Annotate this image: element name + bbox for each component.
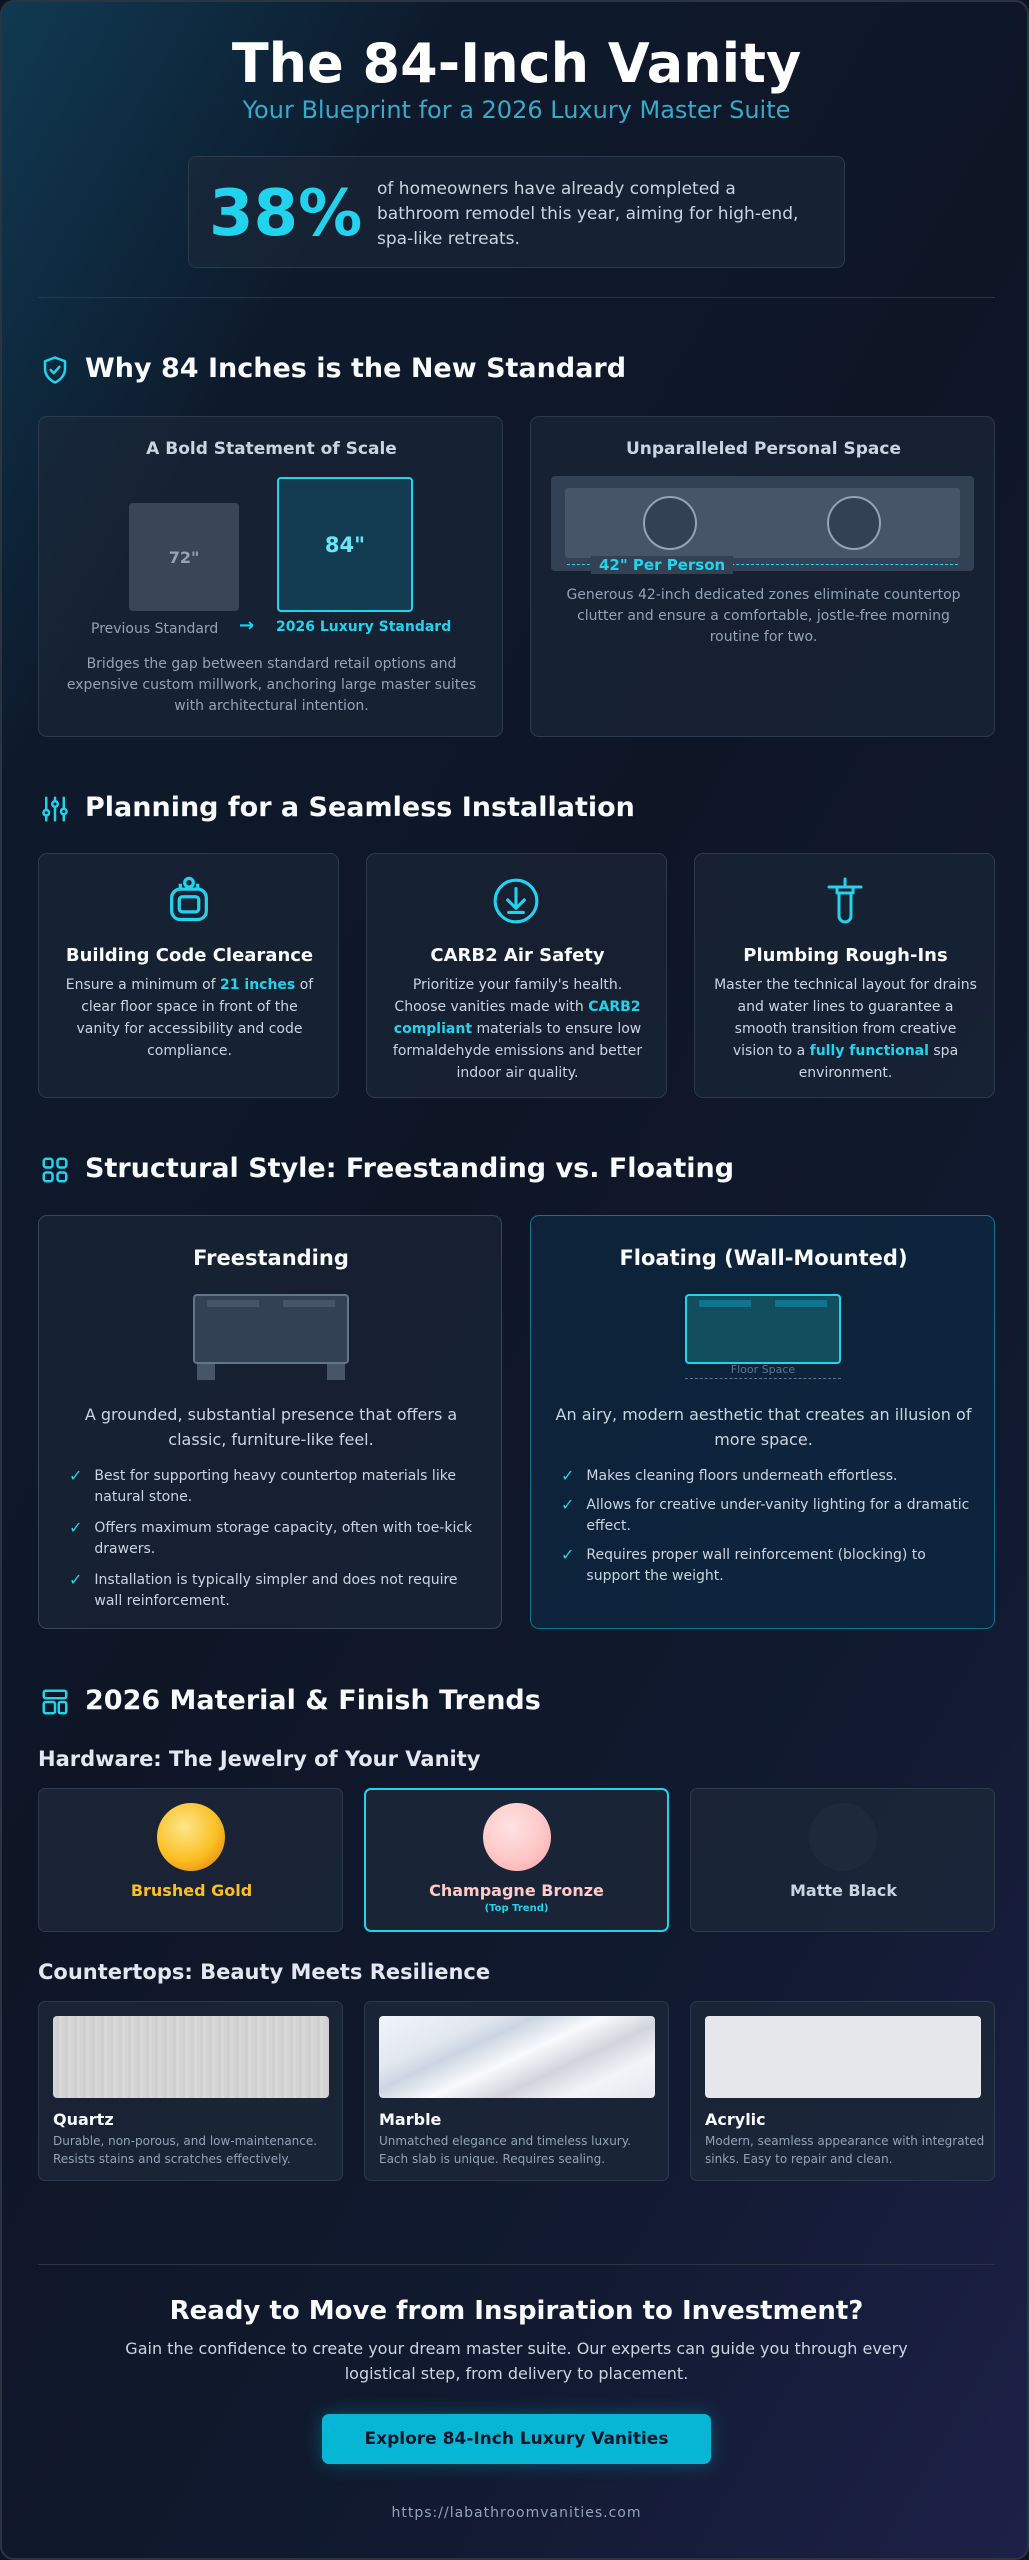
drawer xyxy=(775,1300,827,1307)
drawer xyxy=(699,1300,751,1307)
planning-card-title: Plumbing Rough-Ins xyxy=(743,945,948,966)
cta-title: Ready to Move from Inspiration to Investment? xyxy=(169,2296,864,2326)
countertop-card xyxy=(38,2001,343,2181)
quartz-swatch xyxy=(53,2016,329,2098)
check-icon: ✓ xyxy=(561,1545,575,1564)
stat-callout xyxy=(188,156,845,268)
previous-standard-label: Previous Standard xyxy=(91,621,219,637)
planning-card-text: Ensure a minimum of 21 inches of clear floor space in front of the vanity for accessibility and code compliance. xyxy=(65,977,314,1059)
countertop-description: Durable, non-porous, and low-maintenance. Resists stains and scratches effectively. xyxy=(53,2134,318,2166)
drawer xyxy=(207,1300,259,1307)
floating-card xyxy=(530,1215,995,1629)
planning-card xyxy=(694,853,995,1098)
floor-space-label: Floor Space xyxy=(730,1363,796,1376)
divider xyxy=(38,2264,995,2265)
section-title-materials: 2026 Material & Finish Trends xyxy=(85,1685,541,1716)
countertop-description: Modern, seamless appearance with integrated sinks. Easy to repair and clean. xyxy=(705,2134,985,2166)
marble-swatch xyxy=(379,2016,655,2098)
list-item: ✓ Installation is typically simpler and does not require wall reinforcement. xyxy=(69,1570,479,1612)
floor-line xyxy=(685,1378,841,1379)
divider xyxy=(38,297,995,298)
scale-card-description: Bridges the gap between standard retail options and expensive custom millwork, anchoring large master suites with architectural intention. xyxy=(66,656,477,714)
matte-black-swatch xyxy=(809,1803,877,1871)
section-title-why: Why 84 Inches is the New Standard xyxy=(85,353,627,384)
countertop-description: Unmatched elegance and timeless luxury. Each slab is unique. Requires sealing. xyxy=(379,2134,631,2166)
check-icon: ✓ xyxy=(69,1518,83,1537)
champagne-bronze-swatch xyxy=(483,1803,551,1871)
vanity-countertop xyxy=(565,488,960,558)
planning-card-text: Master the technical layout for drains and water lines to guarantee a smooth transition from creative vision to a fully functional spa environment. xyxy=(714,977,977,1081)
vanity-72-box xyxy=(129,503,239,611)
planning-card-title: CARB2 Air Safety xyxy=(430,945,605,966)
section-title-planning: Planning for a Seamless Installation xyxy=(85,792,635,823)
zone-label: 42" Per Person xyxy=(591,556,733,574)
stat-text: of homeowners have already completed a bathroom remodel this year, aiming for high-end, spa-like retreats. xyxy=(377,179,799,249)
page-title: The 84-Inch Vanity xyxy=(231,32,802,95)
floating-illustration xyxy=(685,1294,841,1364)
vanity-72-label: 72" xyxy=(168,547,200,567)
vanity-leg xyxy=(327,1364,345,1380)
freestanding-list xyxy=(69,1466,479,1612)
check-icon: ✓ xyxy=(561,1466,575,1485)
list-item: ✓ Best for supporting heavy countertop materials like natural stone. xyxy=(69,1466,479,1508)
sliders-icon xyxy=(40,794,70,824)
space-card-description: Generous 42-inch dedicated zones eliminate countertop clutter and ensure a comfortable, jostle-free morning routine for two. xyxy=(566,587,961,645)
scale-card xyxy=(38,416,503,737)
hardware-name: Brushed Gold xyxy=(130,1881,253,1900)
floating-list xyxy=(561,1466,971,1587)
download-circle-icon xyxy=(491,876,541,926)
countertop-card xyxy=(690,2001,995,2181)
accessibility-icon xyxy=(163,874,215,926)
hardware-name: Champagne Bronze xyxy=(429,1881,604,1900)
check-icon: ✓ xyxy=(69,1570,83,1589)
grid-icon xyxy=(40,1155,70,1185)
layout-icon xyxy=(40,1687,70,1717)
brushed-gold-swatch xyxy=(157,1803,225,1871)
countertop-card xyxy=(364,2001,669,2181)
planning-card-title: Building Code Clearance xyxy=(65,945,314,966)
freestanding-illustration xyxy=(193,1294,349,1364)
floating-description: An airy, modern aesthetic that creates an illusion of more space. xyxy=(555,1405,972,1449)
acrylic-swatch xyxy=(705,2016,981,2098)
space-card-heading: Unparalleled Personal Space xyxy=(625,439,901,459)
hardware-heading: Hardware: The Jewelry of Your Vanity xyxy=(38,1747,481,1771)
hardware-name: Matte Black xyxy=(789,1881,898,1900)
hardware-swatch-card xyxy=(38,1788,343,1932)
arrow-right-icon: → xyxy=(239,615,255,636)
countertop-name: Quartz xyxy=(53,2110,114,2129)
luxury-standard-label: 2026 Luxury Standard xyxy=(276,619,452,635)
planning-card xyxy=(366,853,667,1098)
scale-card-heading: A Bold Statement of Scale xyxy=(146,439,397,459)
vanity-84-label: 84" xyxy=(324,532,366,557)
hardware-swatch-card xyxy=(690,1788,995,1932)
list-item: ✓ Allows for creative under-vanity lighting for a dramatic effect. xyxy=(561,1495,971,1537)
list-item: ✓ Makes cleaning floors underneath effortless. xyxy=(561,1466,898,1485)
check-icon: ✓ xyxy=(561,1495,575,1514)
planning-card-text: Prioritize your family's health. Choose vanities made with CARB2 compliant materials to ensure low formaldehyde emissions and better indoor air quality. xyxy=(392,977,643,1081)
sink-left xyxy=(643,496,697,550)
space-card xyxy=(530,416,995,737)
freestanding-card xyxy=(38,1215,502,1629)
list-item: ✓ Offers maximum storage capacity, often with toe-kick drawers. xyxy=(69,1518,479,1560)
floating-heading: Floating (Wall-Mounted) xyxy=(619,1246,908,1270)
countertop-heading: Countertops: Beauty Meets Resilience xyxy=(38,1960,491,1984)
vanity-leg xyxy=(197,1364,215,1380)
list-item: ✓ Requires proper wall reinforcement (blocking) to support the weight. xyxy=(561,1545,971,1587)
hardware-swatch-card xyxy=(364,1788,669,1932)
shield-check-icon xyxy=(40,355,70,385)
countertop-name: Acrylic xyxy=(705,2110,766,2129)
vanity-84-box xyxy=(277,477,413,612)
section-title-style: Structural Style: Freestanding vs. Floating xyxy=(85,1153,735,1184)
top-trend-badge: (Top Trend) xyxy=(484,1903,549,1914)
check-icon: ✓ xyxy=(69,1466,83,1485)
drawer xyxy=(283,1300,335,1307)
sink-right xyxy=(827,496,881,550)
freestanding-description: A grounded, substantial presence that offers a classic, furniture-like feel. xyxy=(84,1405,458,1449)
faucet-icon xyxy=(823,876,867,924)
page-subtitle: Your Blueprint for a 2026 Luxury Master Suite xyxy=(242,96,791,124)
countertop-name: Marble xyxy=(379,2110,442,2129)
footer-url-link[interactable]: https://labathroomvanities.com xyxy=(391,2505,642,2521)
cta-text: Gain the confidence to create your dream master suite. Our experts can guide you through every logistical step, from delivery to placement. xyxy=(125,2339,908,2383)
stat-value: 38% xyxy=(209,177,363,251)
planning-card xyxy=(38,853,339,1098)
explore-vanities-button[interactable]: Explore 84-Inch Luxury Vanities xyxy=(322,2414,711,2464)
freestanding-heading: Freestanding xyxy=(193,1246,349,1270)
